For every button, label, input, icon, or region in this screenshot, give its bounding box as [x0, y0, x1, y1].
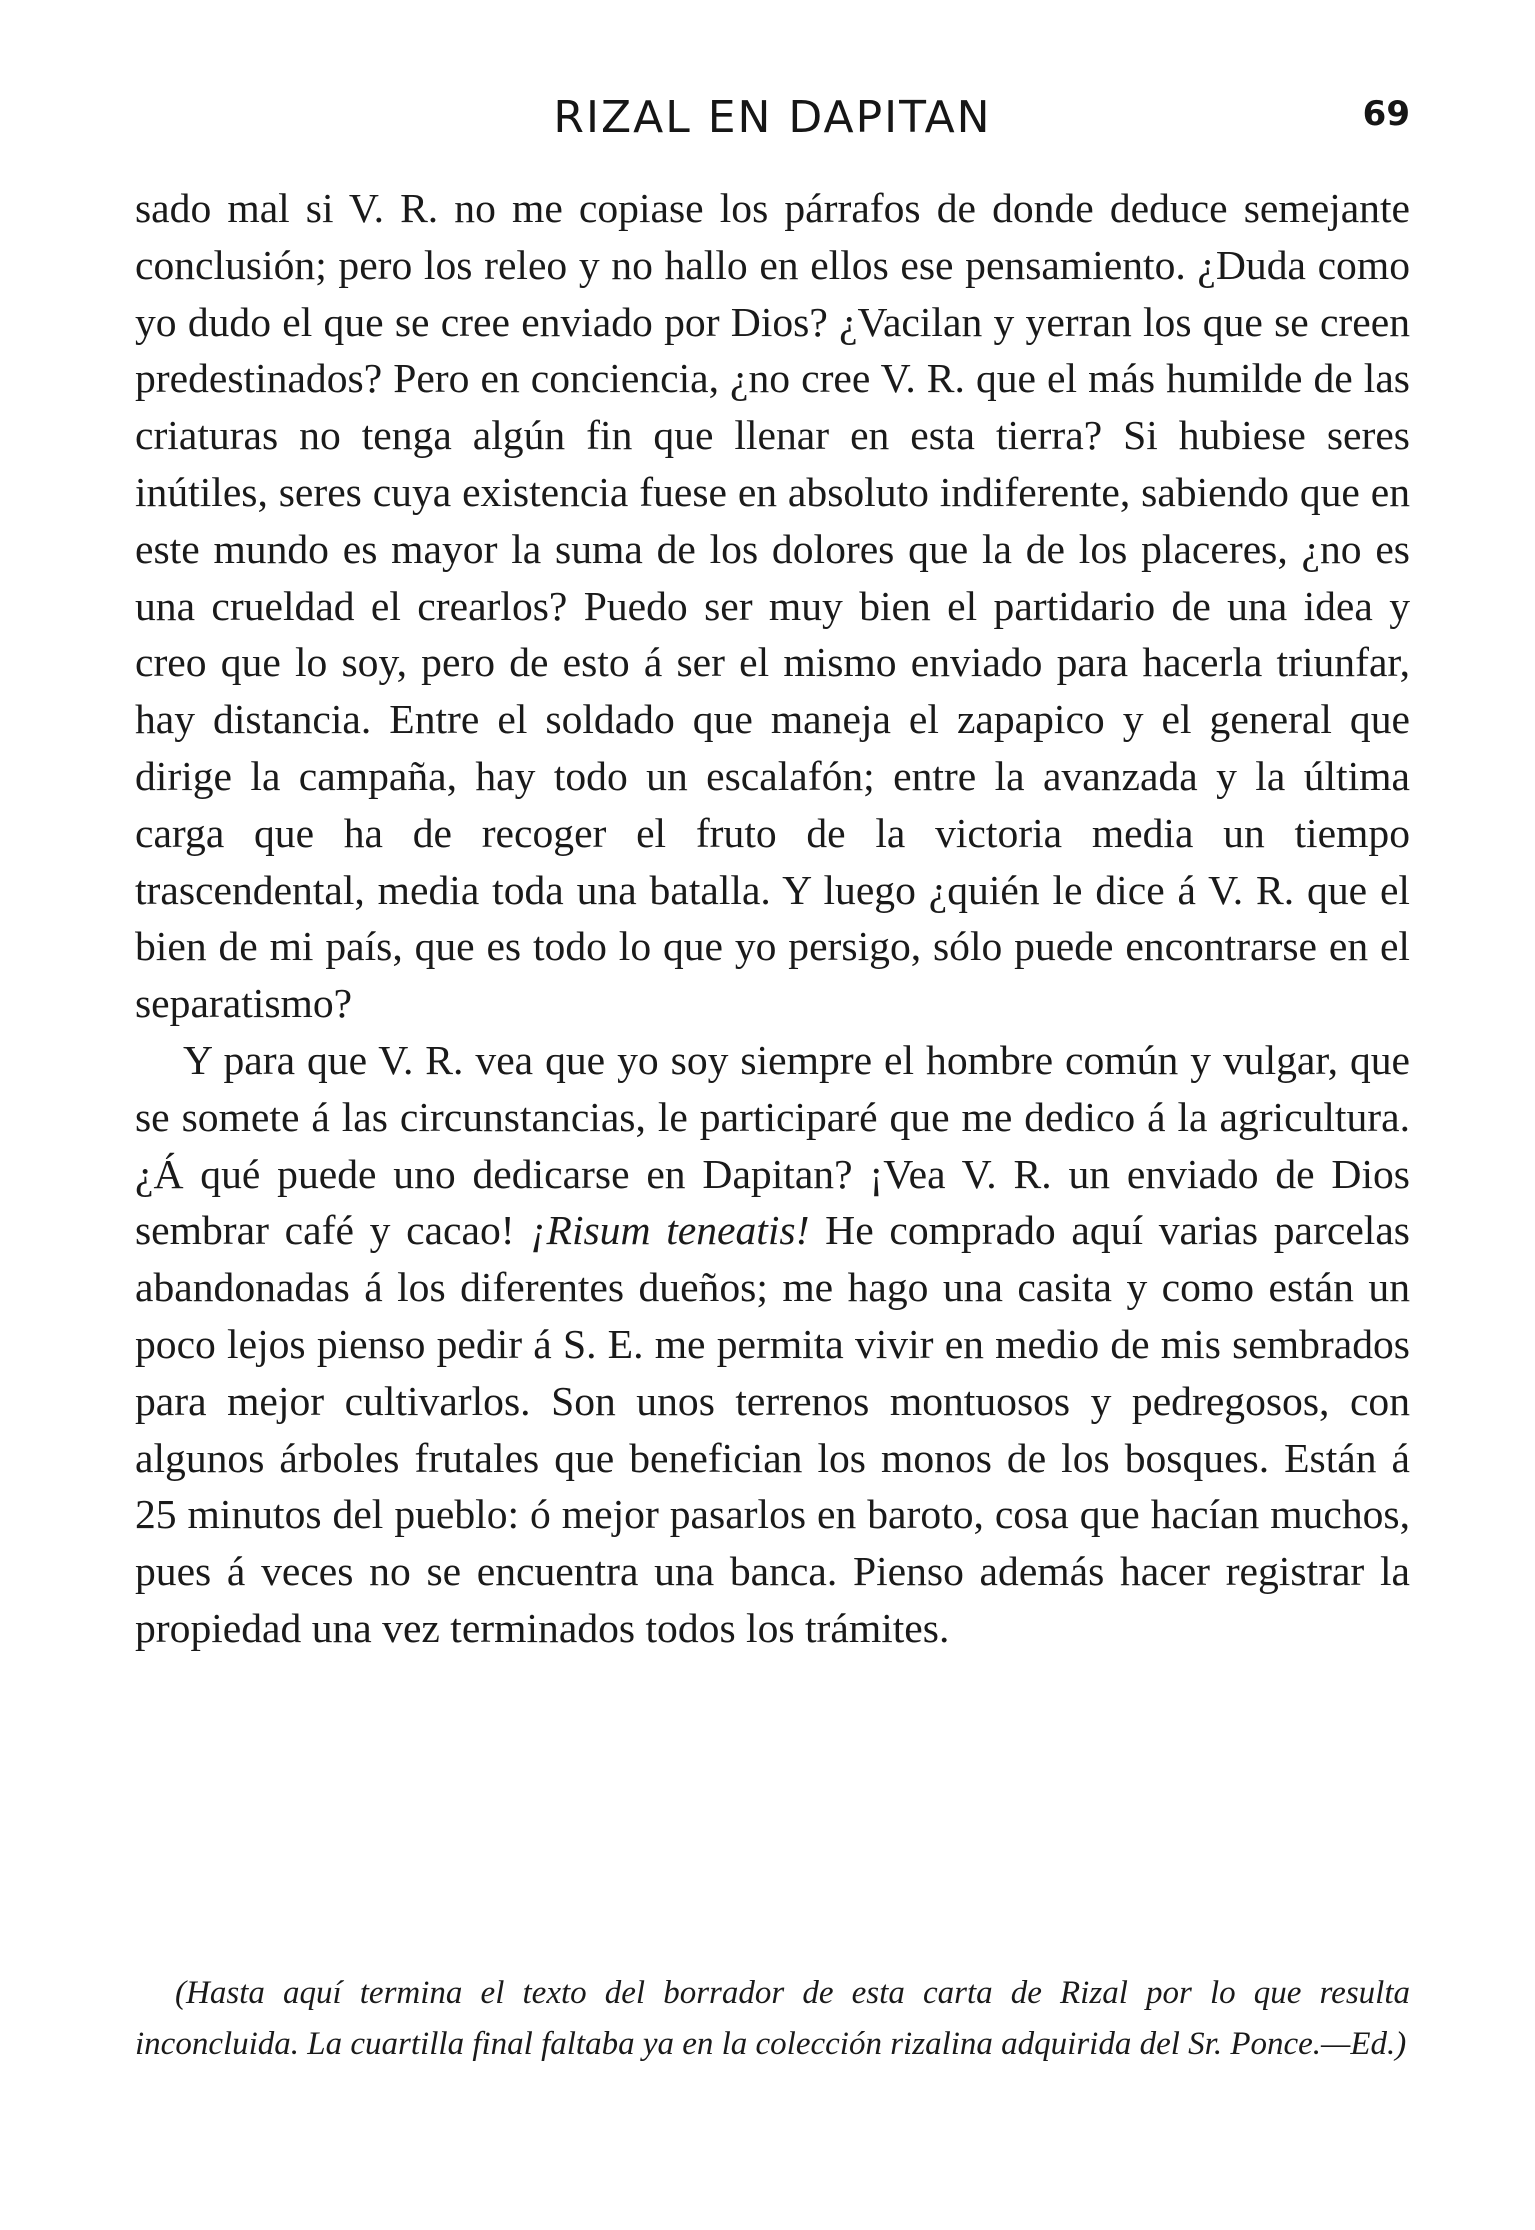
- letter-body: [135, 180, 1410, 1657]
- paragraph-text: He comprado aquí varias parcelas abandonadas á los diferentes dueños; me hago una casita y como están un poco lejos pienso pedir á S. E. me permita vivir en medio de mis sembrados para mejor cultivarlos. Son unos terrenos montuosos y pedregosos, con algunos árboles frutales que benefician los monos de los bosques. Están á 25 minutos del pueblo: ó mejor pasarlos en baroto, cosa que hacían muchos, pues á veces no se encuentra una banca. Pienso además hacer registrar la propiedad una vez terminados todos los trámites.: [135, 1207, 1410, 1651]
- paragraph: [135, 1032, 1410, 1657]
- paragraph-text: Y para que V. R. vea que yo soy siempre el hombre común y vulgar, que se somete á las circunstancias, le participaré que me dedico á la agricultura. ¿Á qué puede uno dedicarse en Dapitan? ¡Vea V. R. un enviado de Dios sembrar café y cacao!: [135, 1036, 1410, 1254]
- paragraph: sado mal si V. R. no me copiase los párrafos de donde deduce semejante conclusión; pero los releo y no hallo en ellos ese pensamiento. ¿Duda como yo dudo el que se cree enviado por Dios? ¿Vacilan y yerran los que se creen predestinados? Pero en conciencia, ¿no cree V. R. que el más humilde de las criaturas no tenga algún fin que llenar en esta tierra? Si hubiese seres inútiles, seres cuya existencia fuese en absoluto indiferente, sabiendo que en este mundo es mayor la suma de los dolores que la de los placeres, ¿no es una crueldad el crearlos? Puedo ser muy bien el partidario de una idea y creo que lo soy, pero de esto á ser el mismo enviado para hacerla triunfar, hay distancia. Entre el soldado que maneja el zapapico y el general que dirige la campaña, hay todo un escalafón; entre la avanzada y la última carga que ha de recoger el fruto de la victoria media un tiempo trascendental, media toda una batalla. Y luego ¿quién le dice á V. R. que el bien de mi país, que es todo lo que yo persigo, sólo puede encontrarse en el separatismo?: [135, 185, 1410, 1027]
- page-number: 69: [1362, 94, 1410, 134]
- page-header: [135, 92, 1410, 152]
- running-title: RIZAL EN DAPITAN: [553, 92, 992, 143]
- editor-note: (Hasta aquí termina el texto del borrador de esta carta de Rizal por lo que resulta inconcluida. La cuartilla final faltaba ya en la colección rizalina adquirida del Sr. Ponce.—Ed.): [135, 1975, 1410, 2062]
- latin-quote: ¡Risum teneatis!: [530, 1207, 810, 1254]
